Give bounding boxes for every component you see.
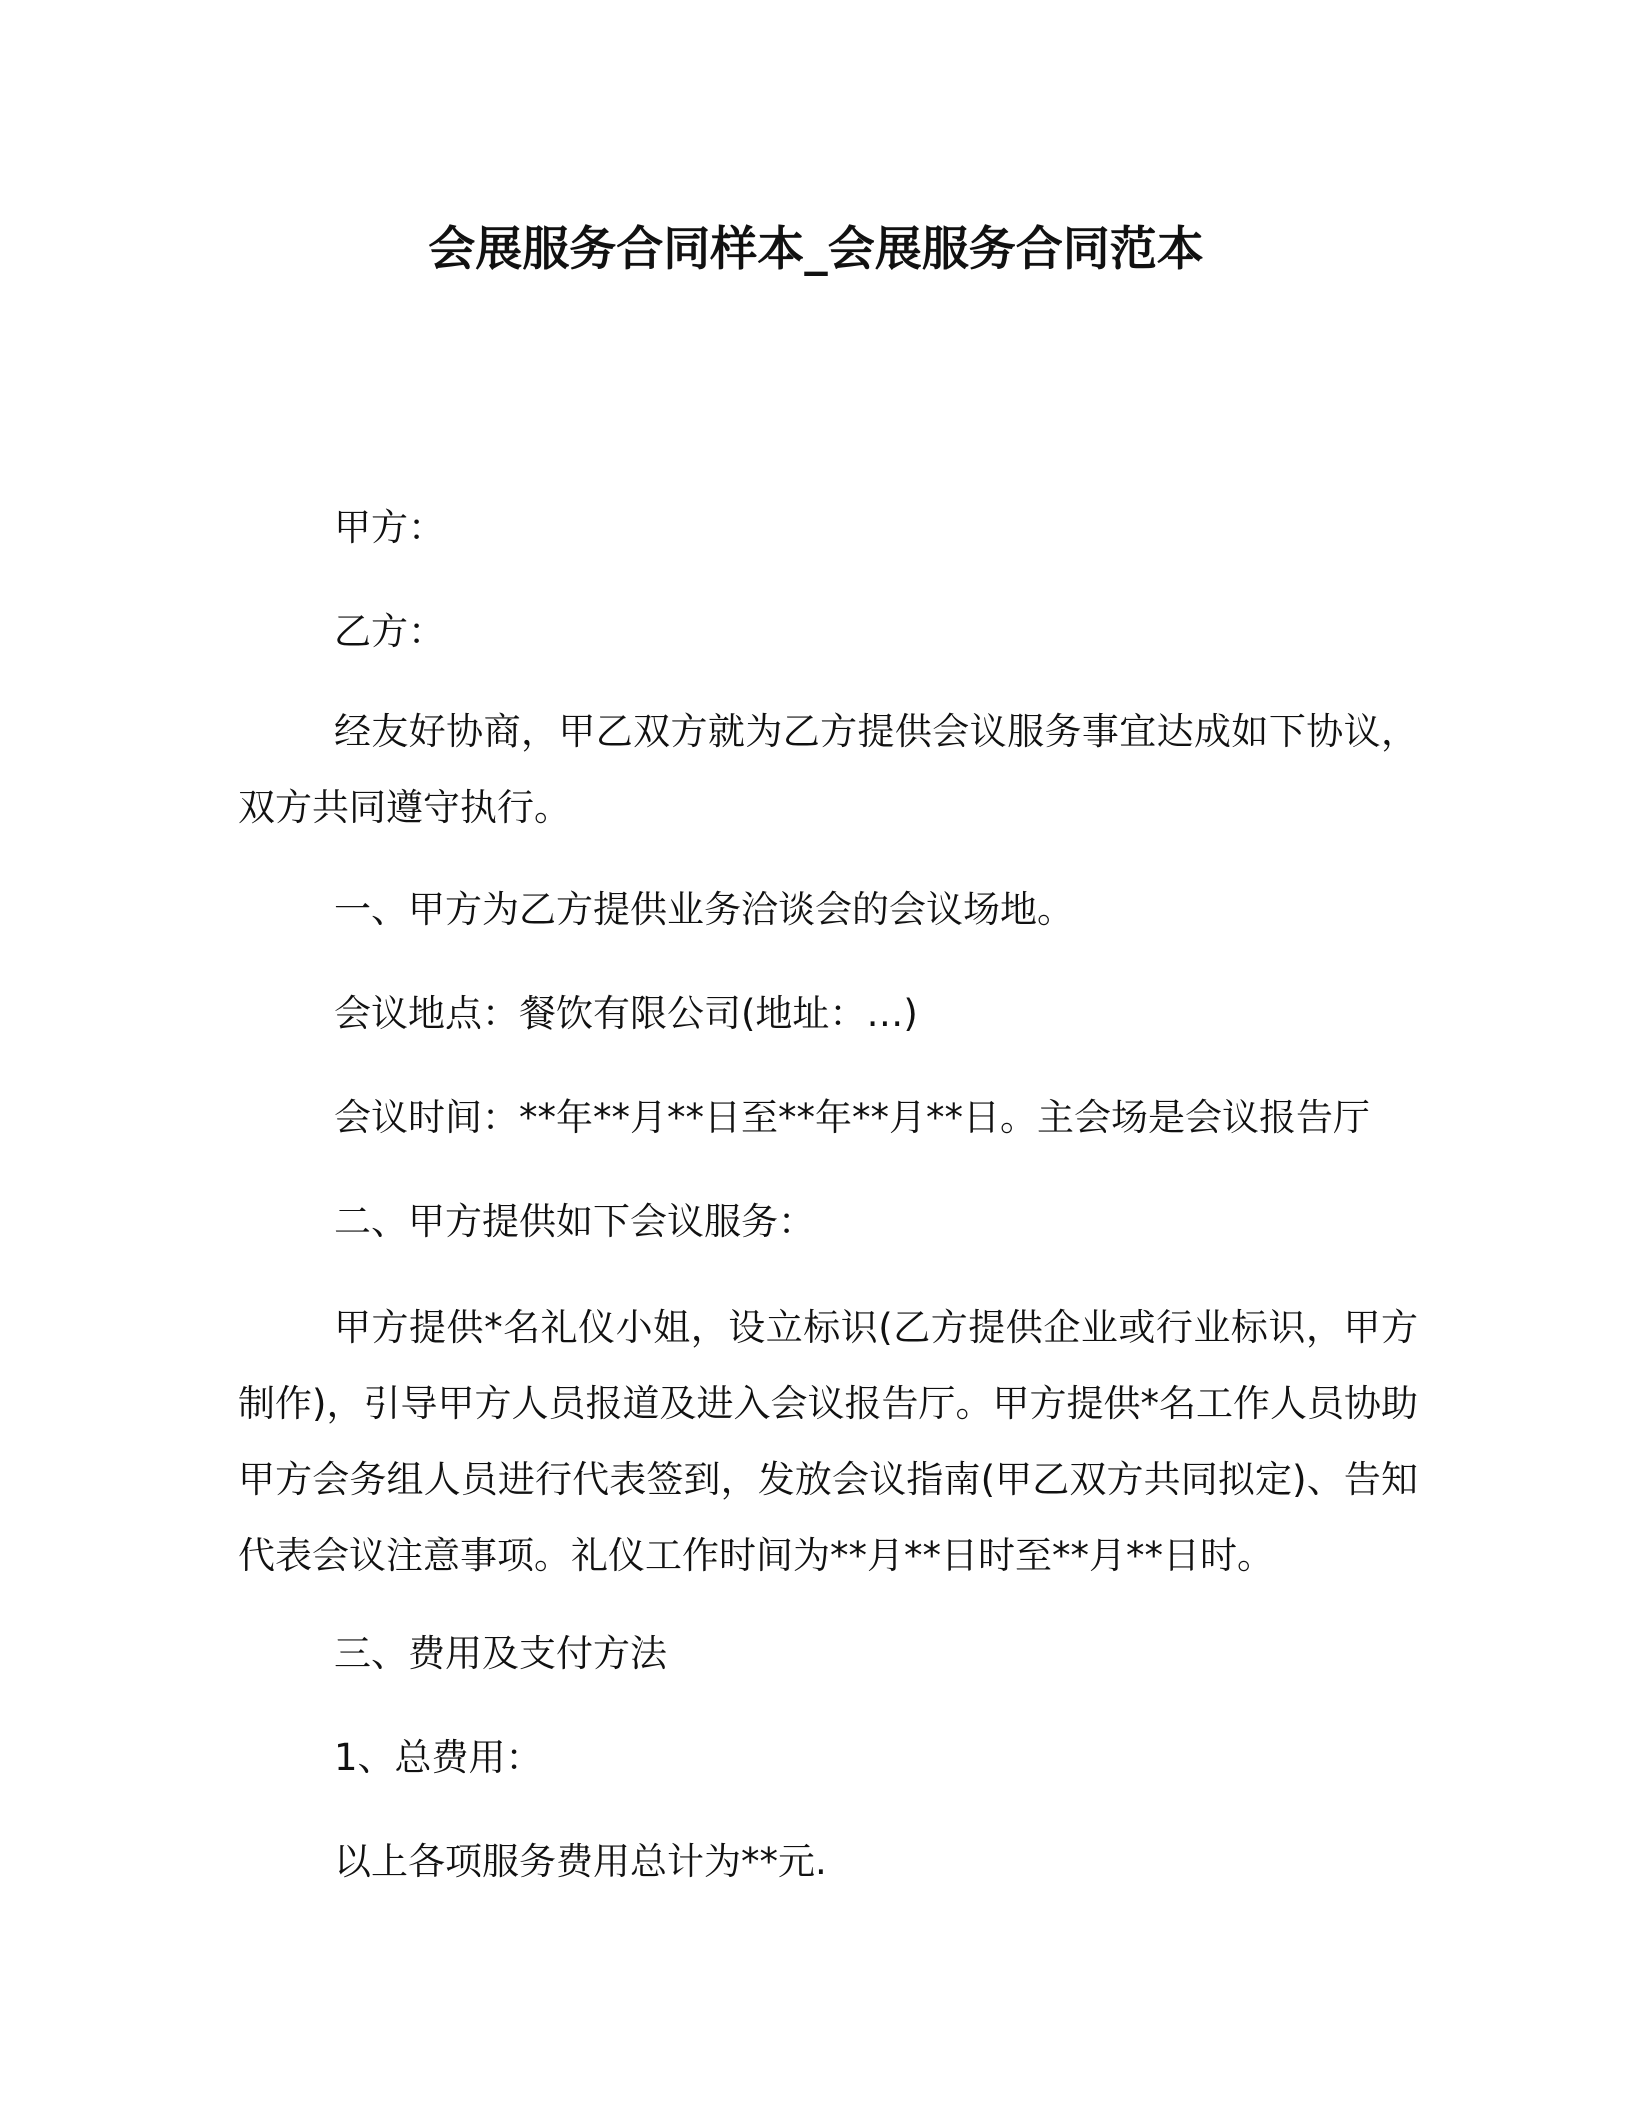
document-title: 会展服务合同样本_会展服务合同范本 [428,222,1204,277]
services-paragraph: 甲方提供*名礼仪小姐，设立标识(乙方提供企业或行业标识，甲方制作)，引导甲方人员报道及进入会议报告厅。甲方提供*名工作人员协助甲方会务组人员进行代表签到，发放会议指南(甲乙双方共同拟定)、告知代表会议注意事项。礼仪工作时间为**月**日时至**月**日时。 [238,1306,1418,1577]
meeting-time: 会议时间：**年**月**日至**年**月**日。主会场是会议报告厅 [334,1096,1370,1139]
party-a-line: 甲方： [334,506,445,549]
clause-three-heading: 三、费用及支付方法 [334,1632,667,1675]
clause-two-heading: 二、甲方提供如下会议服务： [334,1200,815,1243]
total-fee-line: 以上各项服务费用总计为**元. [334,1840,827,1883]
total-fee-heading: 1、总费用： [334,1736,543,1779]
party-b-line: 乙方： [334,610,445,653]
meeting-location: 会议地点：餐饮有限公司(地址：…) [334,992,918,1035]
preamble-paragraph: 经友好协商，甲乙双方就为乙方提供会议服务事宜达成如下协议，双方共同遵守执行。 [238,710,1418,829]
clause-one-heading: 一、甲方为乙方提供业务洽谈会的会议场地。 [334,888,1074,931]
